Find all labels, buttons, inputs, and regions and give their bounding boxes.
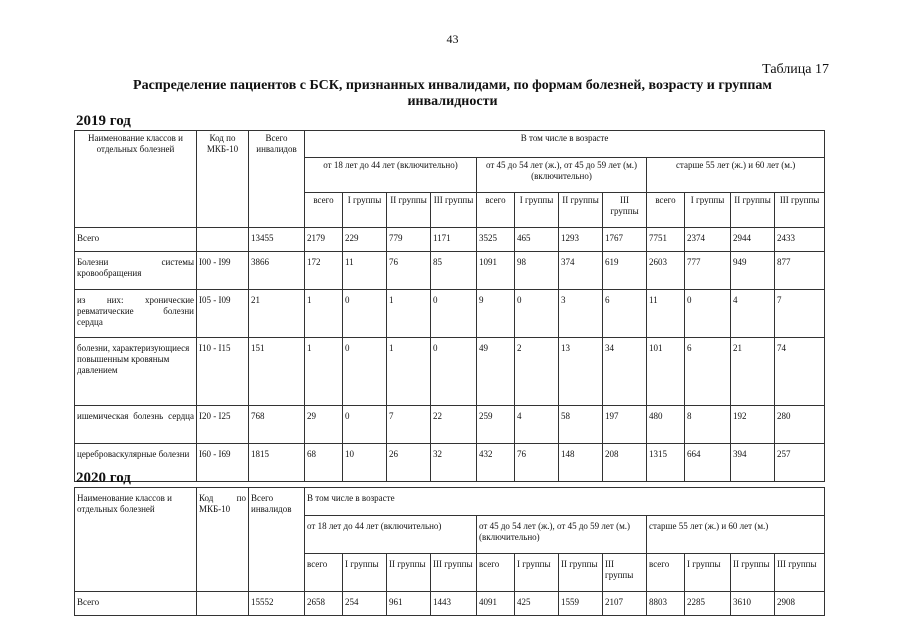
row-value: 11	[343, 252, 387, 290]
row-value: 2908	[775, 592, 825, 616]
row-value: 254	[343, 592, 387, 616]
row-value: 29	[305, 406, 343, 444]
header-sub: I группы	[685, 193, 731, 228]
row-code: I20 - I25	[197, 406, 249, 444]
row-value: 229	[343, 228, 387, 252]
row-value: 3525	[477, 228, 515, 252]
header-age-group: от 45 до 54 лет (ж.), от 45 до 59 лет (м.) (включительно)	[477, 516, 647, 554]
header-sub: всего	[647, 554, 685, 592]
header-sub: III группы	[431, 193, 477, 228]
header-sub: II группы	[731, 554, 775, 592]
row-code	[197, 228, 249, 252]
table-2019	[74, 130, 825, 482]
row-value: 3	[559, 290, 603, 338]
header-sub: всего	[305, 193, 343, 228]
row-name: Всего	[75, 228, 197, 252]
row-name: Болезни системы кровообращения	[75, 252, 197, 290]
row-name: Всего	[75, 592, 197, 616]
row-value: 68	[305, 444, 343, 482]
row-value: 76	[515, 444, 559, 482]
row-name: ишемическая болезнь сердца	[75, 406, 197, 444]
row-value: 1	[387, 290, 431, 338]
row-total: 3866	[249, 252, 305, 290]
row-code: I60 - I69	[197, 444, 249, 482]
row-value: 1767	[603, 228, 647, 252]
row-value: 2285	[685, 592, 731, 616]
row-value: 10	[343, 444, 387, 482]
row-value: 49	[477, 338, 515, 406]
header-sub: всего	[477, 554, 515, 592]
header-sub: II группы	[559, 193, 603, 228]
row-value: 394	[731, 444, 775, 482]
header-sub: всего	[647, 193, 685, 228]
header-sub: III группы	[431, 554, 477, 592]
table-2020	[74, 487, 825, 616]
header-sub: I группы	[343, 554, 387, 592]
header-total: Всего инвалидов	[249, 488, 305, 592]
row-value: 6	[603, 290, 647, 338]
row-value: 0	[343, 406, 387, 444]
header-row	[75, 488, 825, 516]
header-age-group: от 18 лет до 44 лет (включительно)	[305, 516, 477, 554]
header-sub: II группы	[387, 193, 431, 228]
row-value: 208	[603, 444, 647, 482]
row-value: 1443	[431, 592, 477, 616]
header-total: Всего инвалидов	[249, 131, 305, 228]
header-age-group: старше 55 лет (ж.) и 60 лет (м.)	[647, 158, 825, 193]
row-value: 8803	[647, 592, 685, 616]
header-sub: III группы	[603, 554, 647, 592]
row-value: 0	[343, 290, 387, 338]
row-value: 192	[731, 406, 775, 444]
table-row	[75, 592, 825, 616]
row-value: 465	[515, 228, 559, 252]
row-value: 58	[559, 406, 603, 444]
row-value: 0	[431, 338, 477, 406]
row-total: 1815	[249, 444, 305, 482]
header-sub: II группы	[731, 193, 775, 228]
year-heading-2020: 2020 год	[76, 470, 131, 486]
header-row	[75, 131, 825, 158]
header-sub: I группы	[515, 193, 559, 228]
header-incl-age: В том числе в возрасте	[305, 131, 825, 158]
row-value: 4	[515, 406, 559, 444]
row-code: I10 - I15	[197, 338, 249, 406]
header-sub: I группы	[515, 554, 559, 592]
row-value: 425	[515, 592, 559, 616]
row-value: 257	[775, 444, 825, 482]
table-row	[75, 338, 825, 406]
header-sub: III группы	[775, 193, 825, 228]
header-age-group: от 18 лет до 44 лет (включительно)	[305, 158, 477, 193]
row-value: 1315	[647, 444, 685, 482]
table-row	[75, 406, 825, 444]
row-value: 101	[647, 338, 685, 406]
row-value: 1	[305, 290, 343, 338]
row-value: 961	[387, 592, 431, 616]
document-title: Распределение пациентов с БСК, признанных инвалидами, по формам болезней, возрасту и группам инвалидности	[133, 78, 772, 109]
header-code: Код по МКБ-10	[197, 488, 249, 592]
row-value: 34	[603, 338, 647, 406]
header-sub: III группы	[603, 193, 647, 228]
page-number: 43	[446, 32, 459, 46]
row-value: 1	[387, 338, 431, 406]
row-value: 22	[431, 406, 477, 444]
row-value: 432	[477, 444, 515, 482]
row-total: 768	[249, 406, 305, 444]
row-value: 148	[559, 444, 603, 482]
row-value: 664	[685, 444, 731, 482]
row-value: 2944	[731, 228, 775, 252]
row-value: 13	[559, 338, 603, 406]
row-value: 11	[647, 290, 685, 338]
row-value: 7	[775, 290, 825, 338]
row-value: 877	[775, 252, 825, 290]
row-value: 76	[387, 252, 431, 290]
row-value: 7	[387, 406, 431, 444]
row-value: 374	[559, 252, 603, 290]
table-row	[75, 252, 825, 290]
year-heading-2019: 2019 год	[76, 113, 131, 129]
row-value: 0	[431, 290, 477, 338]
row-value: 2179	[305, 228, 343, 252]
row-value: 21	[731, 338, 775, 406]
row-value: 0	[343, 338, 387, 406]
header-code: Код по МКБ-10	[197, 131, 249, 228]
row-value: 280	[775, 406, 825, 444]
row-value: 480	[647, 406, 685, 444]
row-value: 32	[431, 444, 477, 482]
row-code: I05 - I09	[197, 290, 249, 338]
row-value: 777	[685, 252, 731, 290]
row-value: 2	[515, 338, 559, 406]
row-value: 85	[431, 252, 477, 290]
row-value: 1091	[477, 252, 515, 290]
row-value: 6	[685, 338, 731, 406]
row-value: 619	[603, 252, 647, 290]
row-value: 1293	[559, 228, 603, 252]
header-sub: II группы	[559, 554, 603, 592]
header-age-group: от 45 до 54 лет (ж.), от 45 до 59 лет (м.) (включительно)	[477, 158, 647, 193]
table-row	[75, 228, 825, 252]
row-value: 2603	[647, 252, 685, 290]
row-value: 172	[305, 252, 343, 290]
table-row	[75, 290, 825, 338]
header-age-group: старше 55 лет (ж.) и 60 лет (м.)	[647, 516, 825, 554]
row-value: 1	[305, 338, 343, 406]
row-total: 151	[249, 338, 305, 406]
row-value: 2658	[305, 592, 343, 616]
header-name: Наименование классов и отдельных болезней	[75, 131, 197, 228]
row-value: 197	[603, 406, 647, 444]
row-value: 2107	[603, 592, 647, 616]
row-value: 74	[775, 338, 825, 406]
row-total: 13455	[249, 228, 305, 252]
row-value: 2433	[775, 228, 825, 252]
row-value: 949	[731, 252, 775, 290]
row-name: из них: хронические ревматические болезни сердца	[75, 290, 197, 338]
row-value: 259	[477, 406, 515, 444]
header-sub: всего	[477, 193, 515, 228]
row-value: 779	[387, 228, 431, 252]
row-value: 0	[515, 290, 559, 338]
row-value: 7751	[647, 228, 685, 252]
row-total: 21	[249, 290, 305, 338]
row-value: 26	[387, 444, 431, 482]
row-total: 15552	[249, 592, 305, 616]
row-value: 0	[685, 290, 731, 338]
table-row	[75, 444, 825, 482]
row-value: 4091	[477, 592, 515, 616]
header-name: Наименование классов и отдельных болезней	[75, 488, 197, 592]
row-value: 2374	[685, 228, 731, 252]
header-sub: II группы	[387, 554, 431, 592]
row-code	[197, 592, 249, 616]
row-name: цереброваскулярные болезни	[75, 444, 197, 482]
row-code: I00 - I99	[197, 252, 249, 290]
row-value: 1559	[559, 592, 603, 616]
row-value: 4	[731, 290, 775, 338]
row-value: 3610	[731, 592, 775, 616]
table-label: Таблица 17	[762, 62, 829, 77]
row-value: 1171	[431, 228, 477, 252]
row-value: 9	[477, 290, 515, 338]
row-value: 98	[515, 252, 559, 290]
row-value: 8	[685, 406, 731, 444]
header-sub: I группы	[685, 554, 731, 592]
header-incl-age: В том числе в возрасте	[305, 488, 825, 516]
row-name: болезни, характеризующиеся повышенным кровяным давлением	[75, 338, 197, 406]
header-sub: всего	[305, 554, 343, 592]
header-sub: I группы	[343, 193, 387, 228]
header-sub: III группы	[775, 554, 825, 592]
